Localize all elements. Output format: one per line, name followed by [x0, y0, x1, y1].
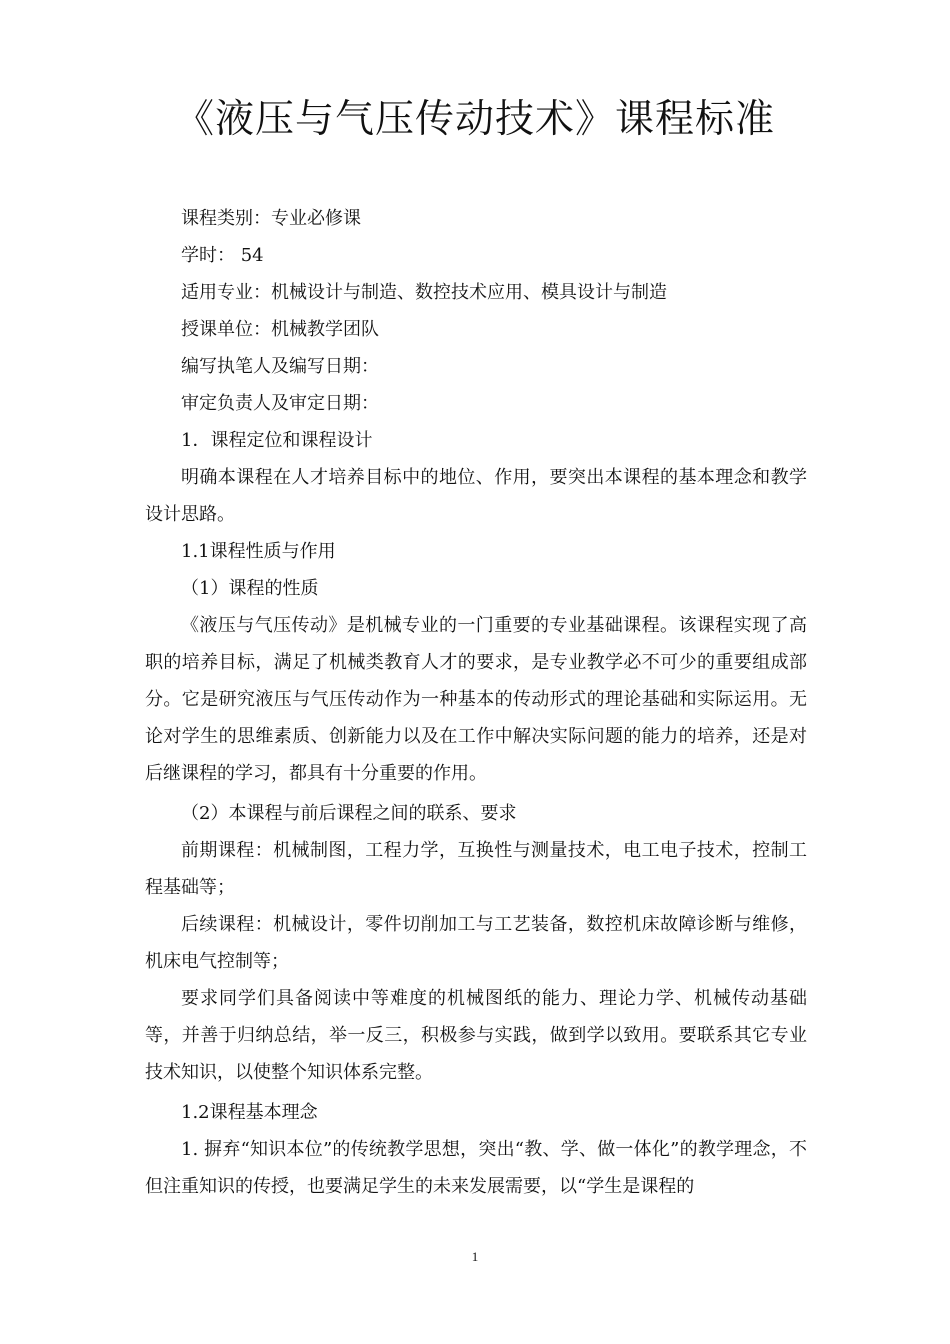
document-body	[145, 200, 807, 1205]
basic-idea-1: 1. 摒弃“知识本位”的传统教学思想，突出“教、学、做一体化”的教学理念，不但注重知识的传授，也要满足学生的未来发展需要，以“学生是课程的	[145, 1139, 807, 1197]
post-courses: 后续课程：机械设计，零件切削加工与工艺装备，数控机床故障诊断与维修，机床电气控制等；	[145, 914, 807, 972]
reviewer-line: 审定负责人及审定日期：	[181, 393, 379, 414]
course-requirements: 要求同学们具备阅读中等难度的机械图纸的能力、理论力学、机械传动基础等，并善于归纳总结，举一反三，积极参与实践，做到学以致用。要联系其它专业技术知识，以使整个知识体系完整。	[145, 988, 807, 1083]
applicable-majors: 适用专业：机械设计与制造、数控技术应用、模具设计与制造	[181, 282, 667, 303]
course-relation-heading: （2）本课程与前后课程之间的联系、要求	[181, 803, 517, 824]
course-hours: 学时： 54	[181, 245, 264, 266]
section-1-2-heading: 1.2课程基本理念	[181, 1102, 318, 1123]
author-line: 编写执笔人及编写日期：	[181, 356, 379, 377]
document-title: 《液压与气压传动技术》课程标准	[174, 97, 775, 142]
pre-courses: 前期课程：机械制图，工程力学，互换性与测量技术，电工电子技术，控制工程基础等；	[145, 840, 807, 898]
section-1-heading: 1．课程定位和课程设计	[181, 430, 373, 451]
section-1-intro: 明确本课程在人才培养目标中的地位、作用，要突出本课程的基本理念和教学设计思路。	[145, 467, 807, 525]
course-nature-heading: （1）课程的性质	[181, 578, 319, 599]
section-1-1-heading: 1.1课程性质与作用	[181, 541, 336, 562]
course-category: 课程类别：专业必修课	[181, 208, 361, 229]
course-nature-body: 《液压与气压传动》是机械专业的一门重要的专业基础课程。该课程实现了高职的培养目标，满足了机械类教育人才的要求，是专业教学必不可少的重要组成部分。它是研究液压与气压传动作为一种基本的传动形式的理论基础和实际运用。无论对学生的思维素质、创新能力以及在工作中解决实际问题的能力的培养，还是对后继课程的学习，都具有十分重要的作用。	[145, 615, 807, 784]
page-number: 1	[471, 1249, 479, 1264]
teaching-unit: 授课单位：机械教学团队	[181, 319, 379, 340]
